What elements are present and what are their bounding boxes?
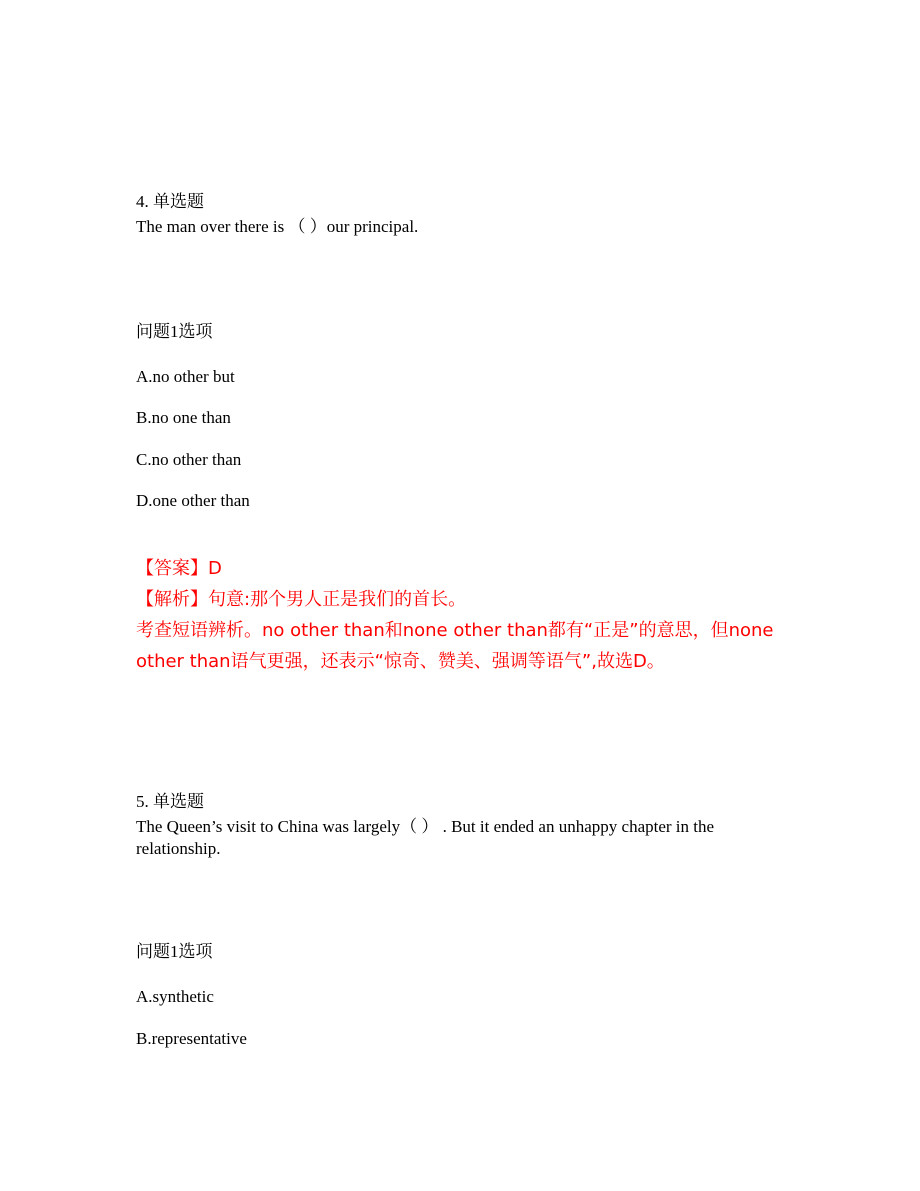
question-5-options-header: 问题1选项 [136, 942, 213, 961]
question-4-option-c: C.no other than [136, 450, 242, 469]
question-5-option-b: B.representative [136, 1029, 247, 1048]
question-4-option-a: A.no other but [136, 367, 235, 386]
question-5-option-a: A.synthetic [136, 987, 214, 1006]
question-5-title: 5. 单选题 [136, 792, 204, 811]
question-4-answer-block [136, 553, 776, 677]
question-4-analysis-sentence: 【解析】句意:那个男人正是我们的首长。 [136, 589, 467, 610]
question-4-analysis-explanation: 考查短语辨析。no other than和none other than都有“正是”的意思，但none other than语气更强，还表示“惊奇、赞美、强调等语气”,故选D。 [136, 620, 774, 672]
question-4-options-header: 问题1选项 [136, 322, 213, 341]
question-4-option-d: D.one other than [136, 491, 250, 510]
question-4-answer: 【答案】D [136, 558, 222, 579]
question-4-stem: The man over there is （ ）our principal. [136, 217, 419, 236]
question-4-title: 4. 单选题 [136, 192, 204, 211]
question-5-stem: The Queen’s visit to China was largely（ ） . But it ended an unhappy chapter in the relationship. [136, 817, 715, 858]
question-4-option-b: B.no one than [136, 408, 231, 427]
